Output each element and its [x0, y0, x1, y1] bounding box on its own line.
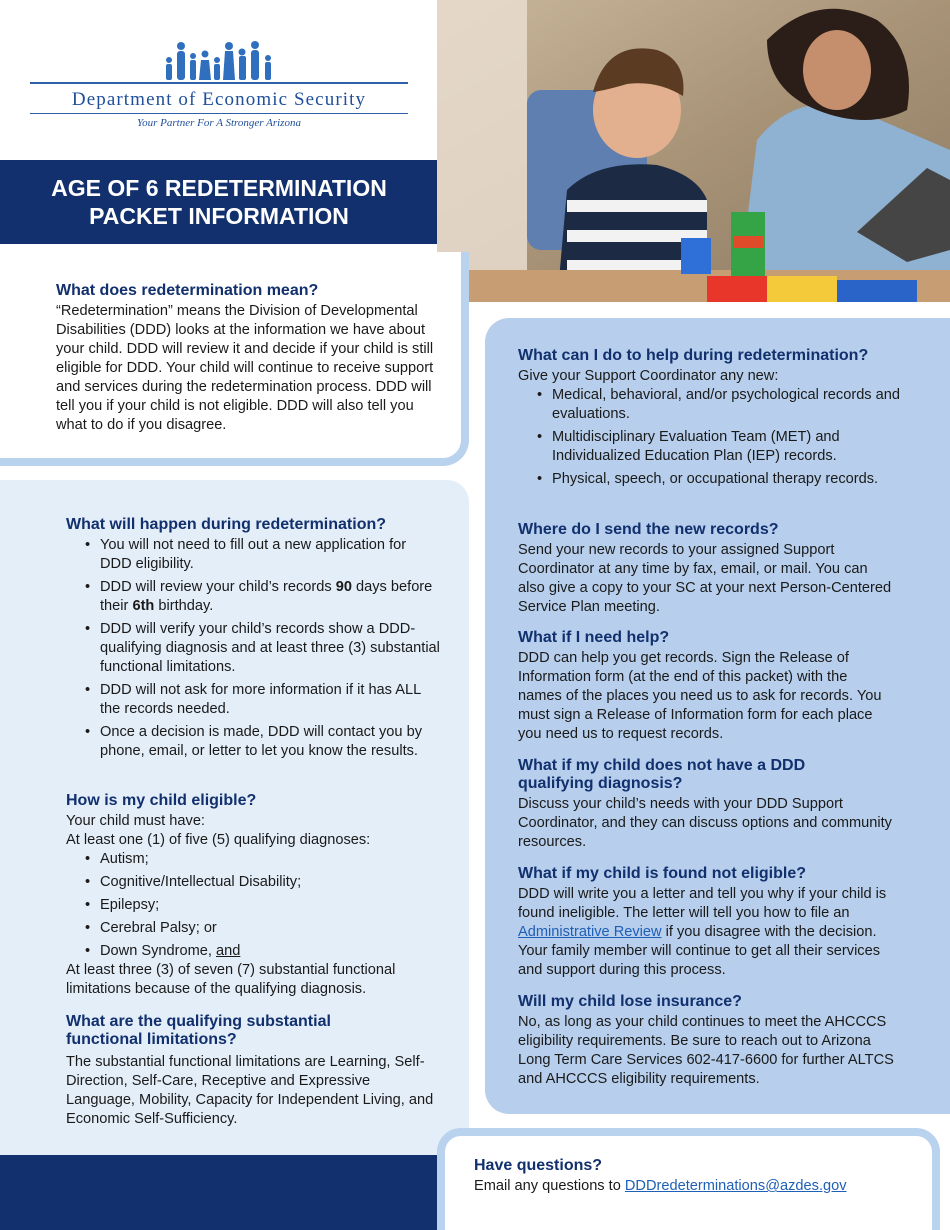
- list-item: • DDD will verify your child’s records show a DDD-qualifying diagnosis and at least three (3) substantial functional limitations.: [66, 620, 440, 677]
- section-heading: What will happen during redetermination?: [66, 516, 387, 533]
- list-item: • You will not need to fill out a new application for DDD eligibility.: [66, 536, 440, 574]
- section-meaning: [56, 282, 448, 435]
- logo-tagline: Your Partner For A Stronger Arizona: [137, 117, 301, 129]
- list-item: • Epilepsy;: [66, 896, 440, 915]
- diagnosis-list: [66, 850, 440, 961]
- page-title: [51, 174, 387, 230]
- section-body: [474, 1177, 914, 1196]
- logo-divider: [30, 82, 408, 84]
- section-heading: What if my child does not have a DDD qualifying diagnosis?: [518, 757, 806, 792]
- list-item: • Cerebral Palsy; or: [66, 919, 440, 938]
- section-body: Your child must have:: [66, 813, 205, 829]
- section-heading: Where do I send the new records?: [518, 521, 779, 538]
- section-send-records: [518, 521, 894, 617]
- section-need-help: [518, 629, 894, 744]
- list-item: [66, 942, 440, 961]
- list-item-text: birthday.: [154, 598, 214, 614]
- family-figures-icon: [159, 40, 279, 84]
- section-help-during: [518, 347, 902, 493]
- section-body: At least one (1) of five (5) qualifying diagnoses:: [66, 832, 371, 848]
- list-item: • Cognitive/Intellectual Disability;: [66, 873, 440, 892]
- section-text: Email any questions to: [474, 1178, 625, 1194]
- list-item-emphasis: 6th: [132, 598, 155, 614]
- section-body: DDD can help you get records. Sign the Release of Information form (at the end of this packet) with the names of the places you need us to ask for records. You must sign a Release of Information form for each place you need us to request records.: [518, 650, 882, 742]
- list-item: • DDD will not ask for more information if it has ALL the records needed.: [66, 681, 440, 719]
- section-no-diagnosis: [518, 757, 894, 852]
- list-item: • Once a decision is made, DDD will contact you by phone, email, or letter to let you know the results.: [66, 723, 440, 761]
- des-logo: [30, 40, 408, 129]
- section-text: if you disagree with the decision. Your family member will continue to get all their services and support during this process.: [518, 924, 881, 978]
- list-item-text: DDD will review your child’s records: [100, 579, 336, 595]
- list-item-text: Down Syndrome,: [100, 943, 216, 959]
- page-title-line-1: AGE OF 6 REDETERMINATION: [51, 175, 387, 201]
- footer-bar: [0, 1155, 438, 1230]
- section-insurance: [518, 993, 902, 1089]
- records-list: [518, 386, 902, 489]
- section-heading: What are the qualifying substantial functional limitations?: [66, 1013, 331, 1048]
- list-item: • Medical, behavioral, and/or psychological records and evaluations.: [518, 386, 902, 424]
- section-body: At least three (3) of seven (7) substantial functional limitations because of the qualifying diagnosis.: [66, 962, 396, 997]
- section-body: Discuss your child’s needs with your DDD Support Coordinator, and they can discuss options and community resources.: [518, 796, 892, 850]
- list-item-text: days before their: [100, 579, 433, 614]
- logo-title: Department of Economic Security: [71, 89, 367, 110]
- section-questions: [474, 1157, 914, 1196]
- section-text: DDD will write you a letter and tell you why if your child is found ineligible. The letter will tell you how to file an: [518, 886, 887, 921]
- list-item: • Autism;: [66, 850, 440, 869]
- hero-photo: [437, 0, 950, 302]
- section-not-eligible: [518, 865, 894, 980]
- administrative-review-link[interactable]: Administrative Review: [518, 924, 662, 940]
- section-heading: What if I need help?: [518, 629, 670, 646]
- list-item-emphasis: 90: [335, 579, 352, 595]
- section-limitations: [66, 1013, 440, 1129]
- happen-list: [66, 536, 440, 761]
- logo-divider: [30, 113, 408, 114]
- email-link[interactable]: DDDredeterminations@azdes.gov: [624, 1178, 847, 1194]
- title-banner: [0, 160, 438, 244]
- page-title-line-2: PACKET INFORMATION: [89, 203, 349, 229]
- section-body: The substantial functional limitations are Learning, Self-Direction, Self-Care, Receptive and Expressive Language, Mobility, Capacity for Independent Living, and Economic Self-Sufficiency.: [66, 1054, 434, 1127]
- list-item: • Physical, speech, or occupational therapy records.: [518, 470, 902, 489]
- section-body: Send your new records to your assigned Support Coordinator at any time by fax, email, or mail. You can also give a copy to your SC at your next Person-Centered Service Plan meeting.: [518, 542, 892, 615]
- section-body: “Redetermination” means the Division of Developmental Disabilities (DDD) looks at the information we have about your child. DDD will review it and decide if your child is still eligible for DDD. Your child will continue to receive support and services during the redetermination process. DDD will tell you if your child is not eligible. DDD will also tell you what to do if you disagree.: [56, 303, 434, 433]
- section-heading: What can I do to help during redetermination?: [518, 347, 869, 364]
- section-body: [518, 885, 894, 980]
- list-item: • Multidisciplinary Evaluation Team (MET) and Individualized Education Plan (IEP) records.: [518, 428, 902, 466]
- hero-photo-illustration: [437, 0, 950, 302]
- section-heading: What does redetermination mean?: [56, 282, 319, 299]
- section-heading: Will my child lose insurance?: [518, 993, 742, 1010]
- section-heading: What if my child is found not eligible?: [518, 865, 806, 882]
- list-item-underline: and: [216, 943, 241, 959]
- section-heading: How is my child eligible?: [66, 792, 257, 809]
- section-what-will-happen: [66, 516, 440, 765]
- section-body: No, as long as your child continues to meet the AHCCCS eligibility requirements. Be sure to reach out to Arizona Long Term Care Services 602-417-6600 for further ALTCS and AHCCCS eligibility requirements.: [518, 1014, 894, 1087]
- list-item: [66, 578, 440, 616]
- section-how-eligible: [66, 792, 440, 999]
- section-heading: Have questions?: [474, 1157, 603, 1174]
- section-body: Give your Support Coordinator any new:: [518, 368, 779, 384]
